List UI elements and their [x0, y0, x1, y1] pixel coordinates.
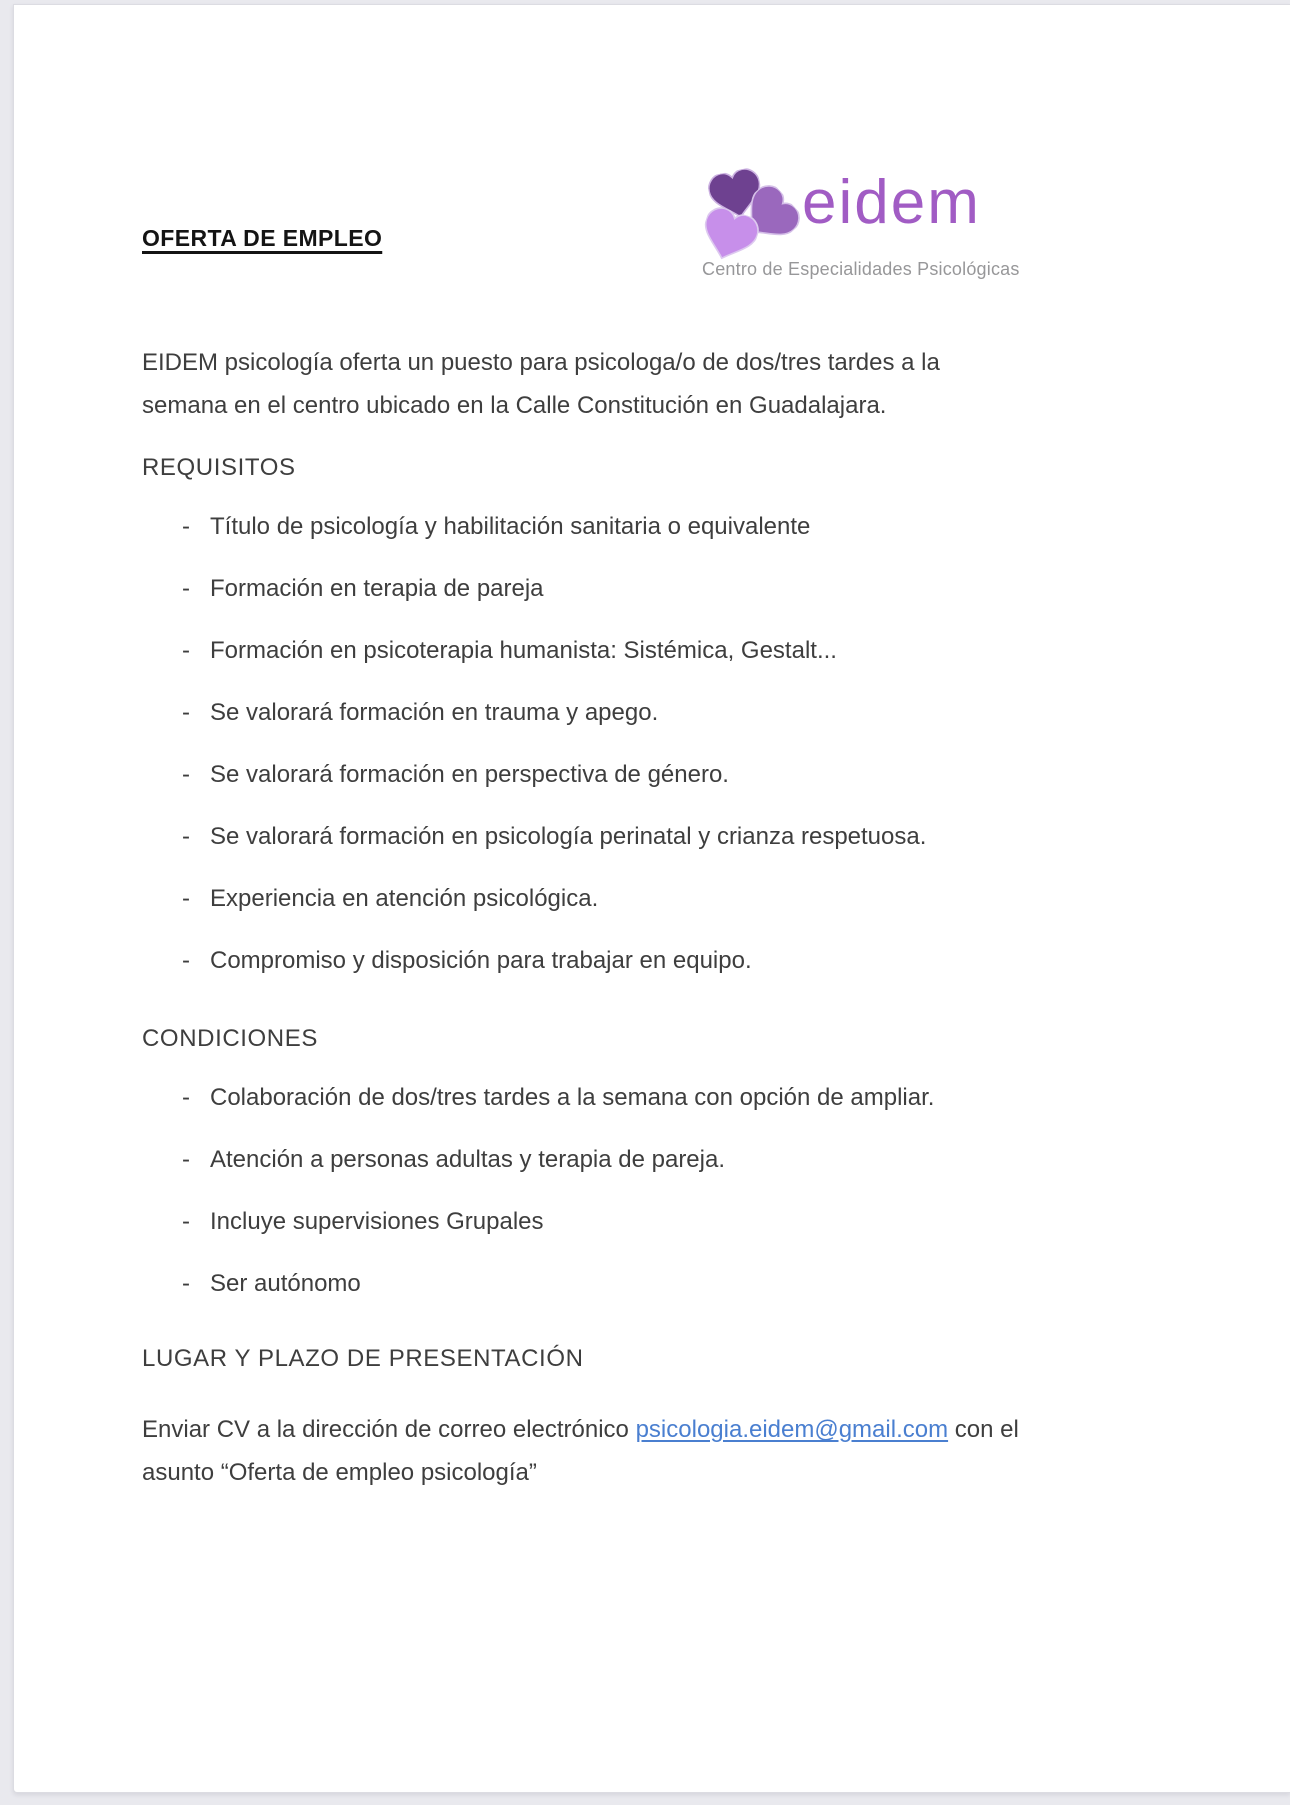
condiciones-list: [142, 1082, 1230, 1300]
bullet-dash: -: [182, 885, 190, 912]
bullet-dash: -: [182, 1208, 190, 1235]
list-item: [182, 1206, 1230, 1238]
item-text: Ser autónomo: [210, 1270, 361, 1297]
item-text: Se valorará formación en psicología perinatal y crianza respetuosa.: [210, 823, 927, 850]
list-item: [182, 697, 1230, 729]
bullet-dash: -: [182, 1084, 190, 1111]
intro-line-2: semana en el centro ubicado en la Calle Constitución en Guadalajara.: [142, 392, 887, 419]
email-link[interactable]: psicologia.eidem@gmail.com: [635, 1416, 949, 1443]
bullet-dash: -: [182, 947, 190, 974]
item-text: Incluye supervisiones Grupales: [210, 1208, 544, 1235]
document-page: [13, 4, 1290, 1793]
item-text: Atención a personas adultas y terapia de pareja.: [210, 1146, 726, 1173]
list-item: [182, 883, 1230, 915]
intro-line-1: EIDEM psicología oferta un puesto para psicologa/o de dos/tres tardes a la: [142, 349, 940, 376]
page-title: OFERTA DE EMPLEO: [142, 225, 383, 251]
contact-paragraph: [142, 1408, 1142, 1494]
bullet-dash: -: [182, 823, 190, 850]
brand-name: eidem: [802, 168, 981, 237]
contact-line-2: asunto “Oferta de empleo psicología”: [142, 1459, 537, 1486]
eidem-logo: [702, 168, 1032, 280]
logo-tagline: Centro de Especialidades Psicológicas: [702, 259, 1020, 279]
list-item: [182, 511, 1230, 543]
bullet-dash: -: [182, 637, 190, 664]
item-text: Experiencia en atención psicológica.: [210, 885, 599, 912]
list-item: [182, 821, 1230, 853]
item-text: Título de psicología y habilitación sanitaria o equivalente: [210, 513, 811, 540]
contact-text-after: con el: [948, 1416, 1019, 1443]
requisitos-heading: REQUISITOS: [142, 454, 296, 481]
item-text: Colaboración de dos/tres tardes a la semana con opción de ampliar.: [210, 1084, 935, 1111]
list-item: [182, 1144, 1230, 1176]
document-header: [142, 145, 1230, 277]
contact-text-before: Enviar CV a la dirección de correo electrónico: [142, 1416, 636, 1443]
list-item: [182, 759, 1230, 791]
intro-paragraph: [142, 341, 1230, 427]
item-text: Se valorará formación en perspectiva de género.: [210, 761, 729, 788]
item-text: Formación en terapia de pareja: [210, 575, 544, 602]
list-item: [182, 635, 1230, 667]
section-lugar-plazo: [142, 1344, 1230, 1494]
logo-hearts: [702, 171, 794, 255]
section-condiciones: [142, 1024, 1230, 1300]
document-content: [14, 5, 1290, 1494]
logo-row: [702, 168, 1032, 255]
bullet-dash: -: [182, 699, 190, 726]
item-text: Se valorará formación en trauma y apego.: [210, 699, 659, 726]
requisitos-list: [142, 511, 1230, 977]
bullet-dash: -: [182, 575, 190, 602]
list-item: [182, 1082, 1230, 1114]
bullet-dash: -: [182, 1146, 190, 1173]
condiciones-heading: CONDICIONES: [142, 1025, 318, 1052]
item-text: Formación en psicoterapia humanista: Sistémica, Gestalt...: [210, 637, 837, 664]
item-text: Compromiso y disposición para trabajar en equipo.: [210, 947, 752, 974]
bullet-dash: -: [182, 513, 190, 540]
bullet-dash: -: [182, 761, 190, 788]
lugar-plazo-heading: LUGAR Y PLAZO DE PRESENTACIÓN: [142, 1345, 584, 1372]
section-requisitos: [142, 453, 1230, 977]
list-item: [182, 1268, 1230, 1300]
list-item: [182, 573, 1230, 605]
bullet-dash: -: [182, 1270, 190, 1297]
list-item: [182, 945, 1230, 977]
